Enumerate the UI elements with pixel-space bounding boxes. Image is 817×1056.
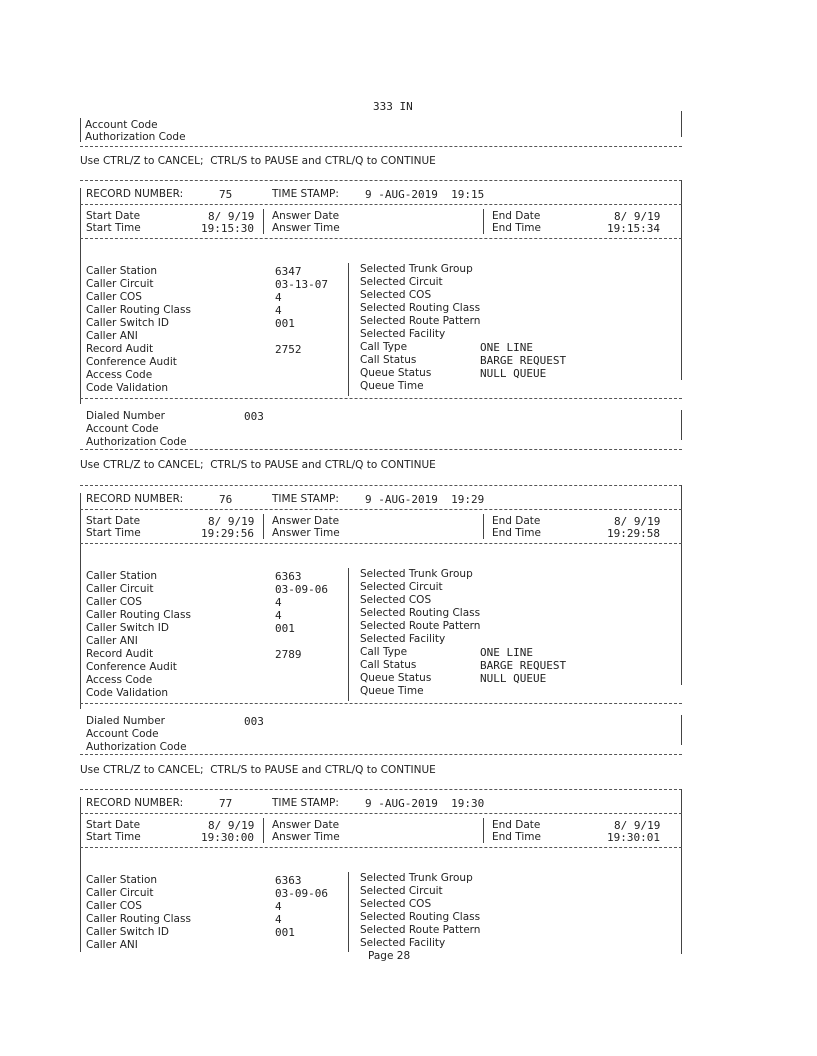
- caller-ani-label: Caller ANI: [86, 635, 138, 647]
- caller-routing-class-label: Caller Routing Class: [86, 304, 191, 316]
- answer-time-label: Answer Time: [272, 527, 340, 539]
- caller-switch-id-value: 001: [275, 317, 295, 330]
- selected-facility-label: Selected Facility: [360, 633, 446, 645]
- selected-cos-label: Selected COS: [360, 898, 432, 910]
- caller-circuit-label: Caller Circuit: [86, 278, 154, 290]
- caller-routing-class-value: 4: [275, 913, 282, 926]
- queue-status-value: NULL QUEUE: [480, 367, 547, 380]
- queue-time-label: Queue Time: [360, 685, 424, 697]
- ctrl-message: Use CTRL/Z to CANCEL; CTRL/S to PAUSE and CTRL/Q to CONTINUE: [80, 459, 436, 471]
- selected-trunk-group-label: Selected Trunk Group: [360, 263, 473, 275]
- caller-switch-id-label: Caller Switch ID: [86, 622, 169, 634]
- divider: [80, 847, 682, 848]
- end-time: 19:15:34: [607, 222, 660, 235]
- divider: [483, 514, 484, 539]
- divider: [80, 703, 682, 704]
- caller-switch-id-value: 001: [275, 926, 295, 939]
- start-date-label: Start Date: [86, 819, 141, 831]
- time-stamp-label: TIME STAMP:: [272, 493, 339, 505]
- selected-route-pattern-label: Selected Route Pattern: [360, 315, 481, 327]
- queue-status-value: NULL QUEUE: [480, 672, 547, 685]
- access-code-label: Access Code: [86, 674, 153, 686]
- start-date: 8/ 9/19: [208, 515, 255, 528]
- start-date: 8/ 9/19: [208, 210, 255, 223]
- divider: [263, 514, 264, 539]
- dialed-number-value: 003: [244, 410, 264, 423]
- start-date-label: Start Date: [86, 210, 141, 222]
- conference-audit-label: Conference Audit: [86, 356, 177, 368]
- answer-date-label: Answer Date: [272, 515, 340, 527]
- caller-ani-label: Caller ANI: [86, 939, 138, 951]
- end-time-label: End Time: [492, 527, 541, 539]
- dialed-number-label: Dialed Number: [86, 715, 165, 727]
- divider: [80, 493, 81, 709]
- divider: [80, 813, 682, 814]
- answer-date-label: Answer Date: [272, 210, 340, 222]
- record-number-label: RECORD NUMBER:: [86, 797, 184, 809]
- selected-facility-label: Selected Facility: [360, 328, 446, 340]
- caller-cos-value: 4: [275, 596, 282, 609]
- time-stamp: 9 -AUG-2019 19:29: [365, 493, 485, 506]
- time-stamp-label: TIME STAMP:: [272, 797, 339, 809]
- answer-time-label: Answer Time: [272, 831, 340, 843]
- divider: [80, 398, 682, 399]
- authorization-code-label: Authorization Code: [85, 131, 186, 143]
- start-time-label: Start Time: [86, 831, 141, 843]
- selected-routing-class-label: Selected Routing Class: [360, 302, 481, 314]
- caller-switch-id-label: Caller Switch ID: [86, 926, 169, 938]
- answer-time-label: Answer Time: [272, 222, 340, 234]
- divider: [681, 410, 682, 440]
- divider: [80, 146, 682, 147]
- dialed-number-value: 003: [244, 715, 264, 728]
- divider: [80, 543, 682, 544]
- divider: [80, 449, 682, 450]
- caller-routing-class-label: Caller Routing Class: [86, 609, 191, 621]
- code-validation-label: Code Validation: [86, 687, 169, 699]
- selected-routing-class-label: Selected Routing Class: [360, 911, 481, 923]
- end-time: 19:30:01: [607, 831, 660, 844]
- divider: [483, 209, 484, 234]
- authorization-code-label: Authorization Code: [86, 436, 187, 448]
- answer-date-label: Answer Date: [272, 819, 340, 831]
- caller-routing-class-value: 4: [275, 609, 282, 622]
- divider: [348, 872, 349, 952]
- caller-routing-class-label: Caller Routing Class: [86, 913, 191, 925]
- queue-status-label: Queue Status: [360, 367, 432, 379]
- divider: [681, 180, 682, 380]
- record-number: 75: [219, 188, 233, 201]
- account-code-label: Account Code: [86, 728, 159, 740]
- call-type-value: ONE LINE: [480, 646, 533, 659]
- divider: [483, 818, 484, 843]
- call-status-label: Call Status: [360, 659, 417, 671]
- selected-cos-label: Selected COS: [360, 594, 432, 606]
- start-time: 19:30:00: [201, 831, 254, 844]
- record-number: 76: [219, 493, 233, 506]
- start-time-label: Start Time: [86, 222, 141, 234]
- divider: [263, 818, 264, 843]
- account-code-label: Account Code: [85, 119, 158, 131]
- selected-trunk-group-label: Selected Trunk Group: [360, 568, 473, 580]
- caller-circuit-value: 03-13-07: [275, 278, 328, 291]
- record-block: [0, 485, 817, 753]
- caller-station-value: 6363: [275, 570, 302, 583]
- divider: [681, 485, 682, 685]
- end-time-label: End Time: [492, 222, 541, 234]
- call-type-label: Call Type: [360, 646, 408, 658]
- divider: [80, 180, 682, 181]
- code-validation-label: Code Validation: [86, 382, 169, 394]
- record-audit-label: Record Audit: [86, 343, 154, 355]
- caller-cos-label: Caller COS: [86, 596, 142, 608]
- end-time: 19:29:58: [607, 527, 660, 540]
- selected-route-pattern-label: Selected Route Pattern: [360, 924, 481, 936]
- selected-facility-label: Selected Facility: [360, 937, 446, 949]
- record-block: [0, 789, 817, 1049]
- time-stamp-label: TIME STAMP:: [272, 188, 339, 200]
- divider: [681, 715, 682, 745]
- caller-routing-class-value: 4: [275, 304, 282, 317]
- page-number: Page 28: [368, 950, 411, 962]
- divider: [80, 754, 682, 755]
- call-status-value: BARGE REQUEST: [480, 659, 567, 672]
- caller-cos-value: 4: [275, 291, 282, 304]
- record-number-label: RECORD NUMBER:: [86, 188, 184, 200]
- start-time: 19:29:56: [201, 527, 254, 540]
- queue-status-label: Queue Status: [360, 672, 432, 684]
- end-date-label: End Date: [492, 515, 541, 527]
- access-code-label: Access Code: [86, 369, 153, 381]
- record-number-label: RECORD NUMBER:: [86, 493, 184, 505]
- caller-switch-id-label: Caller Switch ID: [86, 317, 169, 329]
- start-date-label: Start Date: [86, 515, 141, 527]
- record-block: [0, 180, 817, 448]
- call-status-label: Call Status: [360, 354, 417, 366]
- caller-station-label: Caller Station: [86, 265, 158, 277]
- divider: [80, 485, 682, 486]
- selected-circuit-label: Selected Circuit: [360, 581, 443, 593]
- record-audit-value: 2789: [275, 648, 302, 661]
- divider: [80, 204, 682, 205]
- caller-station-label: Caller Station: [86, 570, 158, 582]
- divider: [80, 797, 81, 952]
- caller-ani-label: Caller ANI: [86, 330, 138, 342]
- caller-station-label: Caller Station: [86, 874, 158, 886]
- divider: [80, 789, 682, 790]
- caller-cos-label: Caller COS: [86, 900, 142, 912]
- caller-circuit-value: 03-09-06: [275, 583, 328, 596]
- end-date: 8/ 9/19: [614, 210, 661, 223]
- divider: [80, 188, 81, 404]
- ctrl-message: Use CTRL/Z to CANCEL; CTRL/S to PAUSE and CTRL/Q to CONTINUE: [80, 155, 436, 167]
- call-type-label: Call Type: [360, 341, 408, 353]
- caller-circuit-label: Caller Circuit: [86, 583, 154, 595]
- caller-cos-label: Caller COS: [86, 291, 142, 303]
- call-type-value: ONE LINE: [480, 341, 533, 354]
- caller-cos-value: 4: [275, 900, 282, 913]
- divider: [348, 263, 349, 396]
- authorization-code-label: Authorization Code: [86, 741, 187, 753]
- time-stamp: 9 -AUG-2019 19:15: [365, 188, 485, 201]
- time-stamp: 9 -AUG-2019 19:30: [365, 797, 485, 810]
- conference-audit-label: Conference Audit: [86, 661, 177, 673]
- selected-routing-class-label: Selected Routing Class: [360, 607, 481, 619]
- ctrl-message: Use CTRL/Z to CANCEL; CTRL/S to PAUSE and CTRL/Q to CONTINUE: [80, 764, 436, 776]
- divider: [80, 238, 682, 239]
- start-time-label: Start Time: [86, 527, 141, 539]
- caller-circuit-label: Caller Circuit: [86, 887, 154, 899]
- record-number: 77: [219, 797, 233, 810]
- account-code-label: Account Code: [86, 423, 159, 435]
- end-date: 8/ 9/19: [614, 515, 661, 528]
- selected-circuit-label: Selected Circuit: [360, 885, 443, 897]
- call-status-value: BARGE REQUEST: [480, 354, 567, 367]
- end-date-label: End Date: [492, 210, 541, 222]
- selected-route-pattern-label: Selected Route Pattern: [360, 620, 481, 632]
- queue-time-label: Queue Time: [360, 380, 424, 392]
- selected-circuit-label: Selected Circuit: [360, 276, 443, 288]
- selected-trunk-group-label: Selected Trunk Group: [360, 872, 473, 884]
- caller-switch-id-value: 001: [275, 622, 295, 635]
- divider: [681, 111, 682, 137]
- end-date-label: End Date: [492, 819, 541, 831]
- end-time-label: End Time: [492, 831, 541, 843]
- selected-cos-label: Selected COS: [360, 289, 432, 301]
- end-date: 8/ 9/19: [614, 819, 661, 832]
- divider: [80, 509, 682, 510]
- caller-circuit-value: 03-09-06: [275, 887, 328, 900]
- divider: [80, 118, 81, 142]
- caller-station-value: 6363: [275, 874, 302, 887]
- divider: [263, 209, 264, 234]
- record-audit-value: 2752: [275, 343, 302, 356]
- divider: [348, 568, 349, 701]
- start-time: 19:15:30: [201, 222, 254, 235]
- caller-station-value: 6347: [275, 265, 302, 278]
- record-audit-label: Record Audit: [86, 648, 154, 660]
- page-header-title: 333 IN: [373, 100, 413, 113]
- start-date: 8/ 9/19: [208, 819, 255, 832]
- dialed-number-label: Dialed Number: [86, 410, 165, 422]
